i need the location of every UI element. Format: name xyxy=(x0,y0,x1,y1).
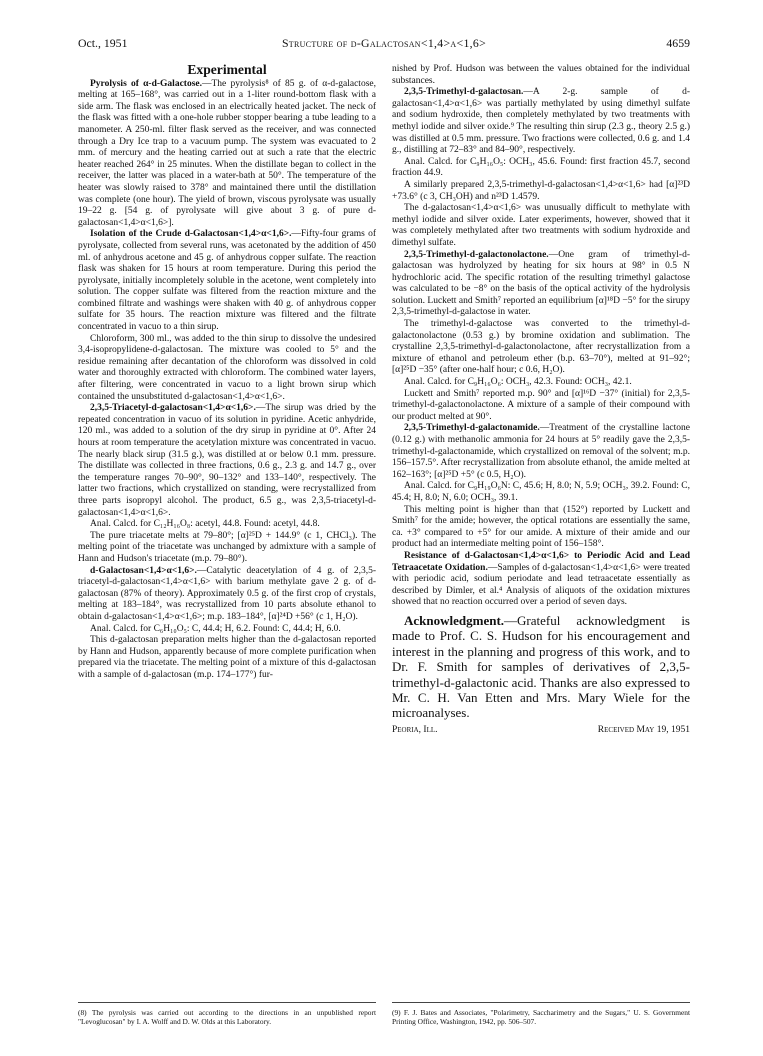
paragraph-text: —The pyrolysis⁸ of 85 g. of α-d-galactose, melting at 165–168°, was carried out in a 1-liter round-bottom flask with a side arm. The flask was enclosed in an electrically heated jacket. The neck of the flask was fitted with a one-hole rubber stopper bearing a tube leading to a manometer. A 250-ml. filter flask served as the receiver, and was connected through a Dry Ice trap to a vacuum pump. The system was evacuated to 2 mm. of mercury and the heating carried out at such a rate that the electric heater reached 264° in 25 minutes. When the distillate began to collect in the receiver, the latter was placed in a water-bath at 50°. The temperature of the heater was slowly raised to 378° and maintained there until the distillation was complete (one hour). The yield of brown, viscous pyrolysate was usually 19–22 g. [54 g. of pyrolysate will give about 3 g. of pure d-galactosan<1,4>α<1,6>]. xyxy=(78,78,376,228)
paragraph xyxy=(392,87,690,157)
paragraph-heading: 2,3,5-Trimethyl-d-galactosan. xyxy=(404,87,524,98)
paragraph-text: —A 2-g. sample of d-galactosan<1,4>α<1,6> was partially methylated by using dimethyl sulfate and sodium hydroxide, then completely methylated by two treatments with methyl iodide and silver oxide.⁹ The resulting thin sirup (2.3 g., theory 2.5 g.) was distilled at 0.5 mm. pressure. Two fractions were collected, 0.6 g. and 1.4 g., distilling at 72–83° and 84–90°, respectively. xyxy=(392,87,690,156)
paragraph-text: Anal. Calcd. for C₉H₁₆O₆: OCH₃, 42.3. Found: OCH₃, 42.1. xyxy=(404,377,632,388)
paragraph-text: Luckett and Smith⁷ reported m.p. 90° and [α]¹⁶D −37° (initial) for 2,3,5-trimethyl-d-galactonolactone. A mixture of a sample of their compound with our product melted at 90°. xyxy=(392,388,690,422)
acknowledgment xyxy=(392,613,690,721)
paragraph xyxy=(78,635,376,681)
paragraph xyxy=(78,79,376,230)
paragraph-heading: 2,3,5-Trimethyl-d-galactonolactone. xyxy=(404,249,549,260)
paragraph xyxy=(392,180,690,203)
analysis-paragraph xyxy=(392,377,690,389)
footnote-divider xyxy=(392,1002,690,1003)
paragraph-heading: 2,3,5-Triacetyl-d-galactosan<1,4>α<1,6>. xyxy=(90,403,256,414)
paragraph xyxy=(392,319,690,377)
signature-place: Peoria, Ill. xyxy=(392,724,438,735)
paragraph xyxy=(392,250,690,320)
paragraph-text: nished by Prof. Hudson was between the values obtained for the individual substances. xyxy=(392,64,690,86)
paragraph xyxy=(392,423,690,481)
paragraph-text: —Fifty-four grams of pyrolysate, collected from several runs, was acetonated by the addition of 450 ml. of anhydrous acetone and 45 g. of anhydrous copper sulfate. The reaction flask was shaken for 15 hours at room temperature. During this period the pyrolysate, initially incompletely soluble in the acetone, went completely into solution. The copper sulfate was filtered from the reaction mixture and the combined filtrate and washings were shaken with 40 g. of anhydrous copper sulfate for 35 hours. The reaction mixture was filtered and the filtrate concentrated in vacuo to a thin sirup. xyxy=(78,229,376,333)
paragraph xyxy=(78,531,376,566)
acknowledgment-text: —Grateful acknowledgment is made to Prof. C. S. Hudson for his encouragement and interest in the planning and progress of this work, and to Dr. F. Smith for samples of derivatives of 2,3,5-trimethyl-d-galactonic acid. Thanks are also expressed to Mr. C. H. Van Etten and Mrs. Mary Wiele for the microanalyses. xyxy=(392,612,690,721)
paragraph xyxy=(392,389,690,424)
paragraph-text: —The sirup was dried by the repeated concentration in vacuo of its solution in pyridine. Acetic anhydride, 120 ml., was added to a solution of the dry sirup in pyridine at 0°. After 24 hours at room temperature the acetylation mixture was concentrated in vacuo. The nearly black sirup (31.5 g.), was distilled at or below 0.1 mm. pressure. The distillate was collected in three fractions, 0.6 g., 2.3 g. and 14.7 g., over the temperature ranges 70–90°, 90–132° and 133–140°, respectively. The latter two fractions, which crystallized on standing, were recrystallized from three parts isopropyl alcohol. The product, 6.5 g., was 2,3,5-triacetyl-d-galactosan<1,4>α<1,6>. xyxy=(78,403,376,518)
right-column xyxy=(392,64,690,738)
footnote-9: (9) F. J. Bates and Associates, "Polarimetry, Saccharimetry and the Sugars," U. S. Government Printing Office, Washington, 1942, pp. 506–507. xyxy=(392,1008,690,1027)
paragraph xyxy=(392,64,690,87)
paragraph-text: —Catalytic deacetylation of 4 g. of 2,3,5-triacetyl-d-galactosan<1,4>α<1,6> with barium methylate gave 2 g. of d-galactosan (87% of theory). Approximately 0.5 g. of the first crop of crystals, melting at 183–184°, was recrystallized from 10 parts absolute ethanol to obtain d-galactosan<1,4>α<1,6>; m.p. 183–184°, [α]²⁴D +56° (c 1, H₂O). xyxy=(78,565,376,622)
paragraph xyxy=(78,566,376,624)
analysis-paragraph xyxy=(392,481,690,504)
paragraph-text: This d-galactosan preparation melts higher than the d-galactosan reported by Hann and Hudson, apparently because of more complete purification when prepared via the triacetate. The melting point of a mixture of this d-galactosan with a sample of d-galactosan (m.p. 174–177°) fur- xyxy=(78,635,376,680)
paragraph-text: This melting point is higher than that (152°) reported by Luckett and Smith⁷ for the amide; however, the optical rotations are essentially the same, ca. +3° compared to +5° for our amide. A mixture of their amide and our product had an intermediate melting point of 156–158°. xyxy=(392,504,690,550)
paragraph xyxy=(392,551,690,609)
paragraph-text: Chloroform, 300 ml., was added to the thin sirup to dissolve the undesired 3,4-isopropylidene-d-galactosan. The mixture was cooled to 5° and the residue remaining after decantation of the chloroform was dissolved in cold water and thoroughly extracted with chloroform. The combined water layers, after filtering, were concentrated in vacuo to a light brown sirup which contained the unsubstituted d-galactosan<1,4>α<1,6>. xyxy=(78,333,376,402)
paragraph-text: A similarly prepared 2,3,5-trimethyl-d-galactosan<1,4>α<1,6> had [α]²³D +73.6° (c 3, CH₃OH) and n²³D 1.4579. xyxy=(392,179,690,202)
header-title: Structure of d-Galactosan<1,4>α<1,6> xyxy=(281,36,487,50)
footnote-divider xyxy=(78,1002,376,1003)
paragraph-text: —Samples of d-galactosan<1,4>α<1,6> were treated with periodic acid, sodium periodate and lead tetraacetate essentially as described by Dimler, et al.⁴ Analysis of aliquots of the oxidation mixtures showed that no reaction occurred over a period of seven days. xyxy=(392,562,691,608)
paragraph xyxy=(392,203,690,249)
footnote-8: (8) The pyrolysis was carried out according to the directions in an unpublished report "Levoglucosan" by I. A. Wolff and D. W. Olds at this Laboratory. xyxy=(78,1008,376,1027)
paragraph-text: —Treatment of the crystalline lactone (0.12 g.) with methanolic ammonia for 24 hours at 5° readily gave the 2,3,5-trimethyl-d-galactonamide, which crystallized on removal of the solvent; m.p. 156–157.5°. After recrystallization from absolute ethanol, the amide melted at 162–163°; [α]²⁵D +5° (c 0.5, H₂O). xyxy=(392,423,690,480)
paragraph-text: Anal. Calcd. for C₁₂H₁₆O₈: acetyl, 44.8. Found: acetyl, 44.8. xyxy=(90,519,320,530)
paragraph-heading: d-Galactosan<1,4>α<1,6>. xyxy=(90,565,197,576)
paragraph-text: The trimethyl-d-galactose was converted to the trimethyl-d-galactonolactone (0.53 g.) by bromine oxidation and sublimation. The crystalline 2,3,5-trimethyl-d-galactonolactone, after recrystallization from a mixture of ethanol and petroleum ether (b.p. 63–70°), melted at 91–92°; [α]²⁵D −35° (after one-half hour; c 0.6, H₂O). xyxy=(392,319,690,376)
paragraph xyxy=(392,505,690,551)
paragraph xyxy=(78,229,376,333)
paragraph-text: —One gram of trimethyl-d-galactosan was hydrolyzed by heating for six hours at 98° in 0.5 N hydrochloric acid. The specific rotation of the resulting trimethyl galactose was calculated to be −8° on the basis of the optical activity of the hydrolysis solution. Luckett and Smith⁷ reported an equilibrium [α]¹⁸D −5° for the sirupy 2,3,5-trimethyl-d-galactose in water. xyxy=(392,249,690,318)
section-title: Experimental xyxy=(187,62,267,77)
paragraph-text: Anal. Calcd. for C₉H₁₉O₆N: C, 45.6; H, 8.0; N, 5.9; OCH₃, 39.2. Found: C, 45.4; H, 8.0; N, 6.0; OCH₃, 39.1. xyxy=(392,481,690,503)
header-page-number: 4659 xyxy=(666,36,690,50)
header-date: Oct., 1951 xyxy=(78,36,128,50)
paragraph-text: The d-galactosan<1,4>α<1,6> was unusually difficult to methylate with methyl iodide and silver oxide. Later experiments, however, showed that it was completely methylated after two treatments with sodium hydroxide and dimethyl sulfate. xyxy=(392,203,690,248)
paragraph-text: The pure triacetate melts at 79–80°; [α]²⁵D + 144.9° (c 1, CHCl₃). The melting point of the triacetate was unchanged by admixture with a sample of Hann and Hudson's triacetate (m.p. 79–80°). xyxy=(78,530,376,564)
left-column xyxy=(78,64,376,681)
received-date: Received May 19, 1951 xyxy=(597,724,690,735)
paragraph-heading: Pyrolysis of α-d-Galactose. xyxy=(90,78,202,89)
analysis-paragraph xyxy=(78,519,376,531)
paragraph-text: Anal. Calcd. for C₉H₁₆O₅: OCH₃, 45.6. Found: first fraction 45.7, second fraction 44.9. xyxy=(392,156,690,179)
paragraph-heading: Isolation of the Crude d-Galactosan<1,4>α<1,6>. xyxy=(90,229,292,240)
signature-line xyxy=(392,725,690,738)
paragraph-text: Anal. Calcd. for C₆H₁₀O₅: C, 44.4; H, 6.2. Found: C, 44.4; H, 6.0. xyxy=(90,623,341,634)
running-header xyxy=(78,36,690,52)
analysis-paragraph xyxy=(78,624,376,636)
paragraph xyxy=(78,334,376,404)
analysis-paragraph xyxy=(392,157,690,180)
paragraph-heading: 2,3,5-Trimethyl-d-galactonamide. xyxy=(404,423,540,434)
acknowledgment-heading: Acknowledgment. xyxy=(404,612,505,628)
paragraph-heading: Resistance of d-Galactosan<1,4>α<1,6> to Periodic Acid and Lead Tetraacetate Oxidation. xyxy=(392,550,690,573)
paragraph xyxy=(78,403,376,519)
